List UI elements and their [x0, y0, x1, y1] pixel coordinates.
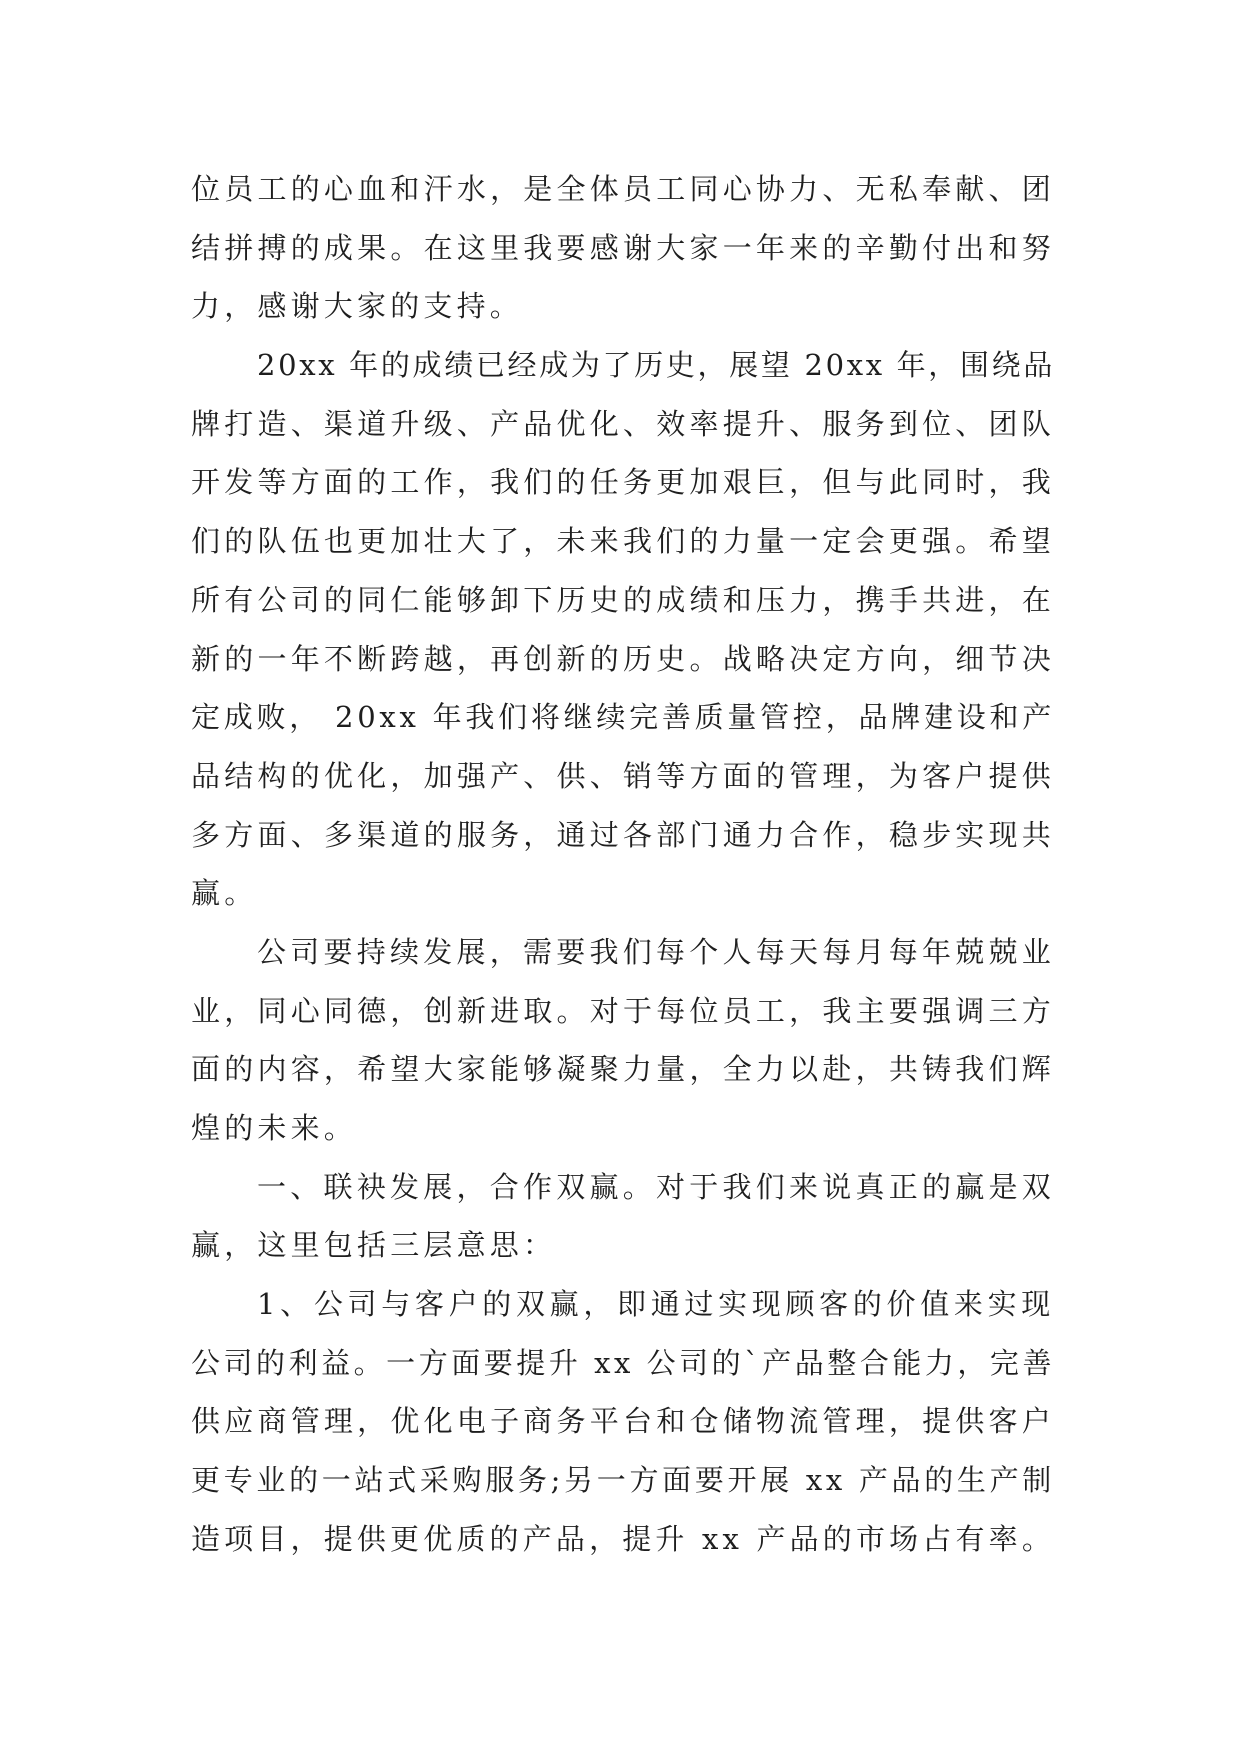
text-line: 们的队伍也更加壮大了，未来我们的力量一定会更强。希望	[191, 524, 1055, 559]
paragraph	[191, 336, 1055, 923]
text-line: 20xx 年的成绩已经成为了历史，展望 20xx 年，围绕品	[257, 348, 1055, 383]
text-line: 结拼搏的成果。在这里我要感谢大家一年来的辛勤付出和努	[191, 230, 1055, 265]
paragraph	[191, 1158, 1055, 1275]
text-line: 力，感谢大家的支持。	[191, 289, 524, 324]
text-line: 1、公司与客户的双赢，即通过实现顾客的价值来实现	[257, 1287, 1055, 1322]
text-line: 品结构的优化，加强产、供、销等方面的管理，为客户提供	[191, 758, 1055, 793]
text-line: 牌打造、渠道升级、产品优化、效率提升、服务到位、团队	[191, 406, 1055, 441]
text-line: 煌的未来。	[191, 1111, 358, 1145]
text-line: 赢。	[191, 876, 258, 911]
paragraph	[191, 160, 1055, 336]
text-line: 造项目，提供更优质的产品，提升 xx 产品的市场占有率。	[191, 1521, 1055, 1556]
text-line: 新的一年不断跨越，再创新的历史。战略决定方向，细节决	[191, 641, 1055, 676]
paragraph	[191, 1275, 1055, 1568]
text-line: 定成败， 20xx 年我们将继续完善质量管控，品牌建设和产	[191, 700, 1055, 735]
text-line: 公司的利益。一方面要提升 xx 公司的`产品整合能力，完善	[191, 1345, 1055, 1380]
document-body	[191, 160, 1055, 1569]
text-line: 公司要持续发展，需要我们每个人每天每月每年兢兢业	[257, 934, 1055, 969]
text-line: 业，同心同德，创新进取。对于每位员工，我主要强调三方	[191, 993, 1055, 1028]
text-line: 更专业的一站式采购服务;另一方面要开展 xx 产品的生产制	[191, 1463, 1055, 1498]
text-line: 位员工的心血和汗水，是全体员工同心协力、无私奉献、团	[191, 172, 1055, 206]
text-line: 赢，这里包括三层意思：	[191, 1228, 557, 1263]
text-line: 所有公司的同仁能够卸下历史的成绩和压力，携手共进，在	[191, 582, 1055, 617]
text-line: 开发等方面的工作，我们的任务更加艰巨，但与此同时，我	[191, 465, 1055, 500]
paragraph	[191, 923, 1055, 1158]
text-line: 多方面、多渠道的服务，通过各部门通力合作，稳步实现共	[191, 817, 1055, 852]
text-line: 一、联袂发展，合作双赢。对于我们来说真正的赢是双	[257, 1169, 1055, 1204]
text-line: 面的内容，希望大家能够凝聚力量，全力以赴，共铸我们辉	[191, 1052, 1055, 1087]
text-line: 供应商管理，优化电子商务平台和仓储物流管理，提供客户	[191, 1404, 1055, 1439]
